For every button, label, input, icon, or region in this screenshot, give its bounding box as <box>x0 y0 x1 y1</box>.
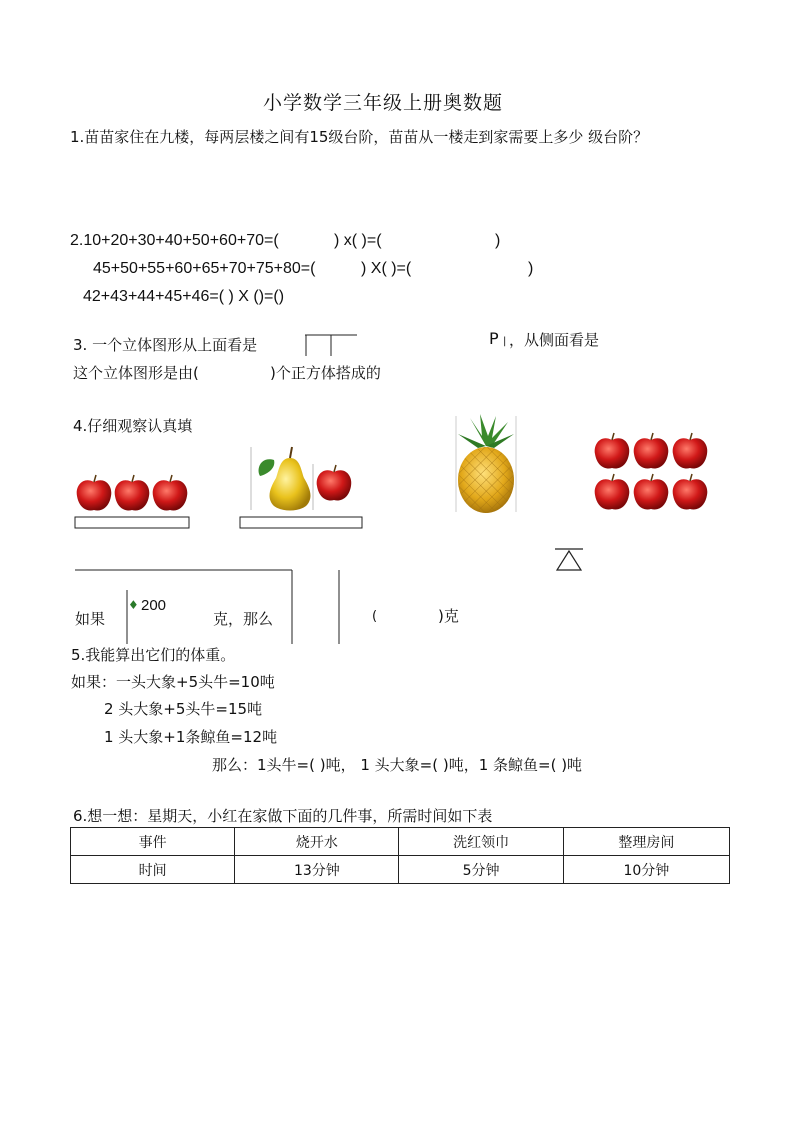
scale-plate <box>240 517 362 528</box>
q4-if-label: 如果 <box>75 610 106 628</box>
apple-icon <box>673 474 708 509</box>
q2-line2-mid: ) X( )=( <box>361 260 412 277</box>
diamond-icon: ♦ <box>128 598 139 612</box>
q5-line1: 如果：一头大象+5头牛=10吨 <box>71 673 275 691</box>
table-cell: 烧开水 <box>235 828 399 856</box>
apple-icon <box>153 475 188 510</box>
table-cell: 13分钟 <box>235 856 399 884</box>
pear-icon <box>259 447 311 511</box>
table-row <box>71 856 730 884</box>
side-view-glyph: P <box>489 329 499 348</box>
q2-line2-end: ) <box>528 260 534 277</box>
q3-line1: 3. 一个立体图形从上面看是 <box>73 336 258 354</box>
q2-line1-end: ) <box>495 232 501 249</box>
page-title: 小学数学三年级上册奥数题 <box>263 92 504 114</box>
q5-line4: 那么：1头牛=( )吨， 1 头大象=( )吨，1 条鲸鱼=( )吨 <box>212 756 583 774</box>
table-header-row <box>71 828 730 856</box>
q3-side-text: ，从侧面看是 <box>509 331 600 349</box>
apple-icon <box>595 433 630 468</box>
q2-line1-mid: ) x( )=( <box>334 232 382 249</box>
apple-icon <box>673 433 708 468</box>
apple-icon <box>317 465 352 500</box>
balance-triangle-icon <box>555 548 585 572</box>
q5-line2: 2 头大象+5头牛=15吨 <box>104 700 263 718</box>
q3-line2-a: 这个立体图形是由( <box>73 364 199 382</box>
apple-icon <box>77 475 112 510</box>
q3-line2-b: )个正方体搭成的 <box>270 364 381 382</box>
three-apples-group <box>75 474 191 530</box>
q4-heading: 4.仔细观察认真填 <box>73 417 193 435</box>
table-cell: 时间 <box>71 856 235 884</box>
q2-line1: 2.10+20+30+40+50+60+70=( <box>70 232 279 249</box>
q6-heading: 6.想一想：星期天，小红在家做下面的几件事，所需时间如下表 <box>73 807 493 825</box>
q2-line2: 45+50+55+60+65+70+75+80=( <box>93 260 316 277</box>
table-cell: 洗红领巾 <box>399 828 563 856</box>
side-view-mark: | <box>503 336 507 347</box>
pineapple-icon <box>452 412 520 516</box>
top-view-figure <box>305 334 360 358</box>
q4-open-paren: ( <box>372 609 378 624</box>
pear-apple-group <box>240 442 365 532</box>
apple-icon <box>115 475 150 510</box>
table-cell: 5分钟 <box>399 856 563 884</box>
q4-gram-then: 克，那么 <box>213 610 274 628</box>
table-cell: 事件 <box>71 828 235 856</box>
q2-line3: 42+43+44+45+46=( ) X ()=() <box>83 288 285 305</box>
question-1: 1.苗苗家住在九楼，每两层楼之间有15级台阶，苗苗从一楼走到家需要上多少 级台阶？ <box>70 128 649 146</box>
scale-plate <box>75 517 189 528</box>
q5-line3: 1 头大象+1条鲸鱼=12吨 <box>104 728 278 746</box>
apple-icon <box>634 474 669 509</box>
table-cell: 10分钟 <box>563 856 729 884</box>
table-cell: 整理房间 <box>563 828 729 856</box>
q4-weight: 200 <box>141 597 167 614</box>
apple-icon <box>634 433 669 468</box>
q5-heading: 5.我能算出它们的体重。 <box>71 646 236 664</box>
apple-icon <box>595 474 630 509</box>
q4-answer-suffix: )克 <box>438 607 459 625</box>
six-apples-group <box>593 432 711 512</box>
time-table <box>70 827 730 884</box>
